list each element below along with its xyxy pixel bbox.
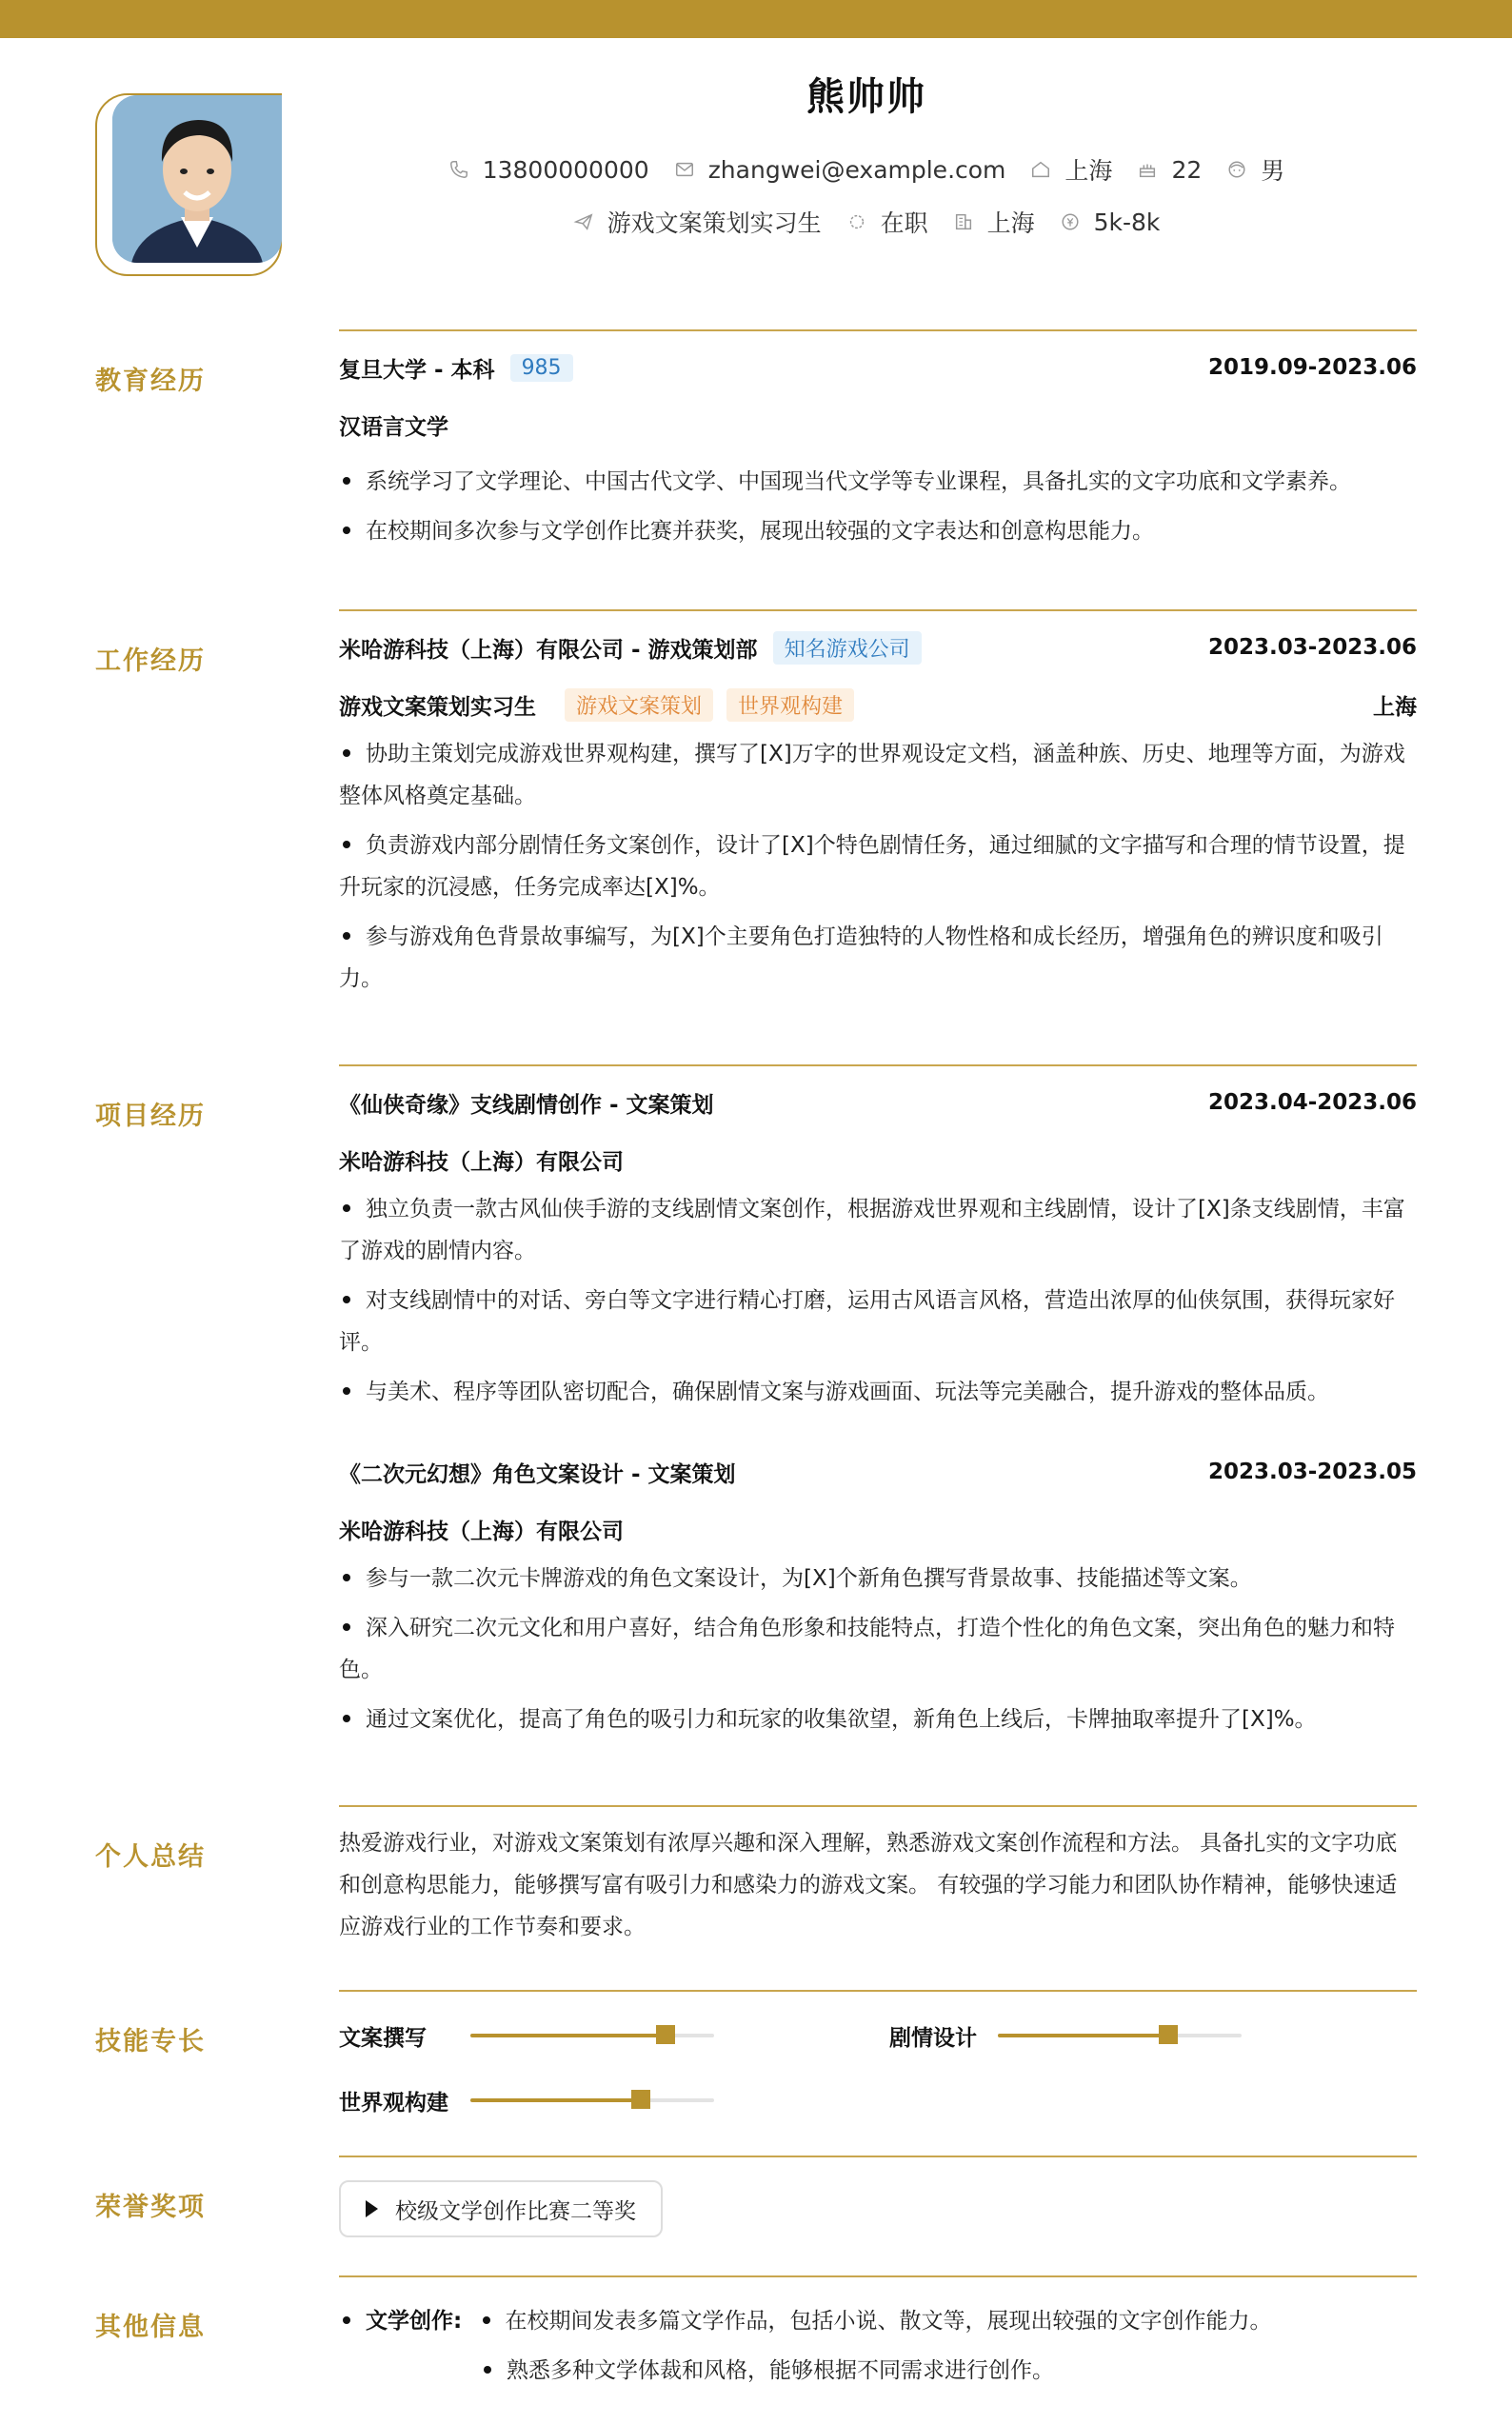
project-company: 米哈游科技（上海）有限公司 <box>339 1149 624 1175</box>
role-tag: 游戏文案策划 <box>565 688 713 722</box>
salary-text: 5k-8k <box>1093 208 1161 236</box>
section-title: 荣誉奖项 <box>95 2193 206 2222</box>
role-name: 游戏文案策划实习生 <box>339 694 536 720</box>
status-icon <box>846 211 867 232</box>
section-divider <box>339 2156 1417 2157</box>
section-divider <box>339 1064 1417 1066</box>
list-item: 深入研究二次元文化和用户喜好，结合角色形象和技能特点，打造个性化的角色文案，突出角色的魅力和特色。 <box>339 1616 1395 1682</box>
skill-name: 文案撰写 <box>339 2025 427 2051</box>
list-item: 协助主策划完成游戏世界观构建，撰写了[X]万字的世界观设定文档，涵盖种族、历史、地理等方面，为游戏整体风格奠定基础。 <box>339 742 1405 808</box>
section-title: 教育经历 <box>95 367 206 396</box>
major-row <box>339 406 1417 444</box>
job-intent-row <box>286 205 1447 239</box>
summary-text: 热爱游戏行业，对游戏文案策划有浓厚兴趣和深入理解，熟悉游戏文案创作流程和方法。 具备扎实的文字功底和创意构思能力，能够撰写富有吸引力和感染力的游戏文案。 有较强的学习能力和团队协作精神，能够快速适应游戏行业的工作节奏和要求。 <box>339 1831 1398 1939</box>
list-item: 负责游戏内部分剧情任务文案创作，设计了[X]个特色剧情任务，通过细腻的文字描写和合理的情节设置，提升玩家的沉浸感，任务完成率达[X]%。 <box>339 833 1405 900</box>
list-item: 系统学习了文学理论、中国古代文学、中国现当代文学等专业课程，具备扎实的文字功底和文学素养。 <box>339 461 1410 503</box>
project-period: 2023.04-2023.06 <box>1207 1090 1417 1115</box>
section-title: 技能专长 <box>95 2027 206 2056</box>
status-item <box>846 205 928 239</box>
list-item: 独立负责一款古风仙侠手游的支线剧情文案创作，根据游戏世界观和主线剧情，设计了[X]条支线剧情，丰富了游戏的剧情内容。 <box>339 1197 1405 1263</box>
list-item: 参与游戏角色背景故事编写，为[X]个主要角色打造独特的人物性格和成长经历，增强角色的辨识度和吸引力。 <box>339 924 1383 991</box>
skill-bar <box>470 2034 714 2037</box>
work-period: 2023.03-2023.06 <box>1207 635 1417 660</box>
cake-icon <box>1137 159 1158 180</box>
list-item: 对支线剧情中的对话、旁白等文字进行精心打磨，运用古风语言风格，营造出浓厚的仙侠氛围，获得玩家好评。 <box>339 1288 1395 1355</box>
phone-text: 13800000000 <box>482 155 649 184</box>
work-city-item <box>953 205 1035 239</box>
skill-name: 世界观构建 <box>339 2090 448 2116</box>
top-accent-bar <box>0 0 1512 38</box>
role-tag: 世界观构建 <box>726 688 854 722</box>
home-icon <box>1030 159 1051 180</box>
project-name: 《二次元幻想》角色文案设计 - 文案策划 <box>339 1461 736 1487</box>
education-header <box>339 348 1417 387</box>
company-tag: 知名游戏公司 <box>773 631 922 665</box>
list-item: 文学创作: 在校期间发表多篇文学作品，包括小说、散文等，展现出较强的文字创作能力。 <box>339 2300 1410 2342</box>
skill-item <box>339 2017 427 2055</box>
city-text: 上海 <box>1064 157 1113 185</box>
section-divider <box>339 2275 1417 2277</box>
email-text: zhangwei@example.com <box>707 155 1006 184</box>
age-item <box>1137 156 1202 184</box>
skill-bar <box>998 2034 1242 2037</box>
skill-knob <box>631 2090 650 2109</box>
age-text: 22 <box>1171 155 1203 184</box>
salary-item <box>1060 209 1161 236</box>
skill-fill <box>470 2034 666 2037</box>
phone-item <box>448 156 649 184</box>
section-divider <box>339 609 1417 611</box>
project-company-row <box>339 1510 1417 1548</box>
phone-icon <box>448 159 469 180</box>
gender-text: 男 <box>1261 157 1285 185</box>
list-item: 与美术、程序等团队密切配合，确保剧情文案与游戏画面、玩法等完美融合，提升游戏的整体品质。 <box>339 1371 1410 1413</box>
building-icon <box>953 211 974 232</box>
skill-item <box>889 2017 977 2055</box>
work-header <box>339 628 1417 666</box>
work-location: 上海 <box>1373 694 1417 720</box>
project-company-row <box>339 1141 1417 1179</box>
list-item: 通过文案优化，提高了角色的吸引力和玩家的收集欲望，新角色上线后，卡牌抽取率提升了[X]%。 <box>339 1699 1410 1740</box>
avatar <box>112 95 282 263</box>
contact-row <box>286 152 1447 187</box>
position-text: 游戏文案策划实习生 <box>607 209 822 237</box>
other-label: 文学创作: <box>366 2309 463 2334</box>
candidate-name: 熊帅帅 <box>806 75 926 119</box>
list-item: 参与一款二次元卡牌游戏的角色文案设计，为[X]个新角色撰写背景故事、技能描述等文案。 <box>339 1558 1410 1599</box>
award-item[interactable] <box>339 2180 663 2237</box>
award-text: 校级文学创作比赛二等奖 <box>395 2198 636 2224</box>
section-divider <box>339 1805 1417 1807</box>
skill-knob <box>1159 2025 1178 2044</box>
section-title: 工作经历 <box>95 646 206 676</box>
section-divider <box>339 1990 1417 1992</box>
email-item <box>674 156 1006 184</box>
skill-fill <box>998 2034 1168 2037</box>
skill-name: 剧情设计 <box>889 2025 977 2051</box>
school-name: 复旦大学 - 本科 <box>339 357 495 383</box>
school-tag: 985 <box>510 354 573 382</box>
avatar-frame <box>95 93 282 276</box>
money-icon <box>1060 211 1081 232</box>
section-divider <box>339 329 1417 331</box>
section-title: 其他信息 <box>95 2313 206 2342</box>
skill-item <box>339 2081 448 2119</box>
project-period: 2023.03-2023.05 <box>1207 1460 1417 1484</box>
project-company: 米哈游科技（上海）有限公司 <box>339 1519 624 1544</box>
user-face-icon <box>1226 159 1247 180</box>
project-name: 《仙侠奇缘》支线剧情创作 - 文案策划 <box>339 1092 714 1118</box>
project-header <box>339 1453 1417 1491</box>
role-row <box>339 685 1417 724</box>
company-name: 米哈游科技（上海）有限公司 - 游戏策划部 <box>339 637 758 663</box>
section-title: 项目经历 <box>95 1102 206 1131</box>
list-item: 熟悉多种文学体裁和风格，能够根据不同需求进行创作。 <box>480 2350 1413 2392</box>
mail-icon <box>674 159 695 180</box>
position-item <box>573 205 822 239</box>
skill-fill <box>470 2098 641 2102</box>
send-icon <box>573 211 594 232</box>
education-period: 2019.09-2023.06 <box>1207 355 1417 380</box>
major-name: 汉语言文学 <box>339 414 448 440</box>
skill-bar <box>470 2098 714 2102</box>
work-city-text: 上海 <box>986 209 1035 237</box>
list-item: 在校期间多次参与文学创作比赛并获奖，展现出较强的文字表达和创意构思能力。 <box>339 510 1410 552</box>
status-text: 在职 <box>880 209 928 237</box>
section-title: 个人总结 <box>95 1842 206 1872</box>
skill-knob <box>656 2025 675 2044</box>
gender-item <box>1226 152 1284 187</box>
play-triangle-icon <box>366 2200 378 2217</box>
project-header <box>339 1083 1417 1122</box>
city-item <box>1030 152 1112 187</box>
